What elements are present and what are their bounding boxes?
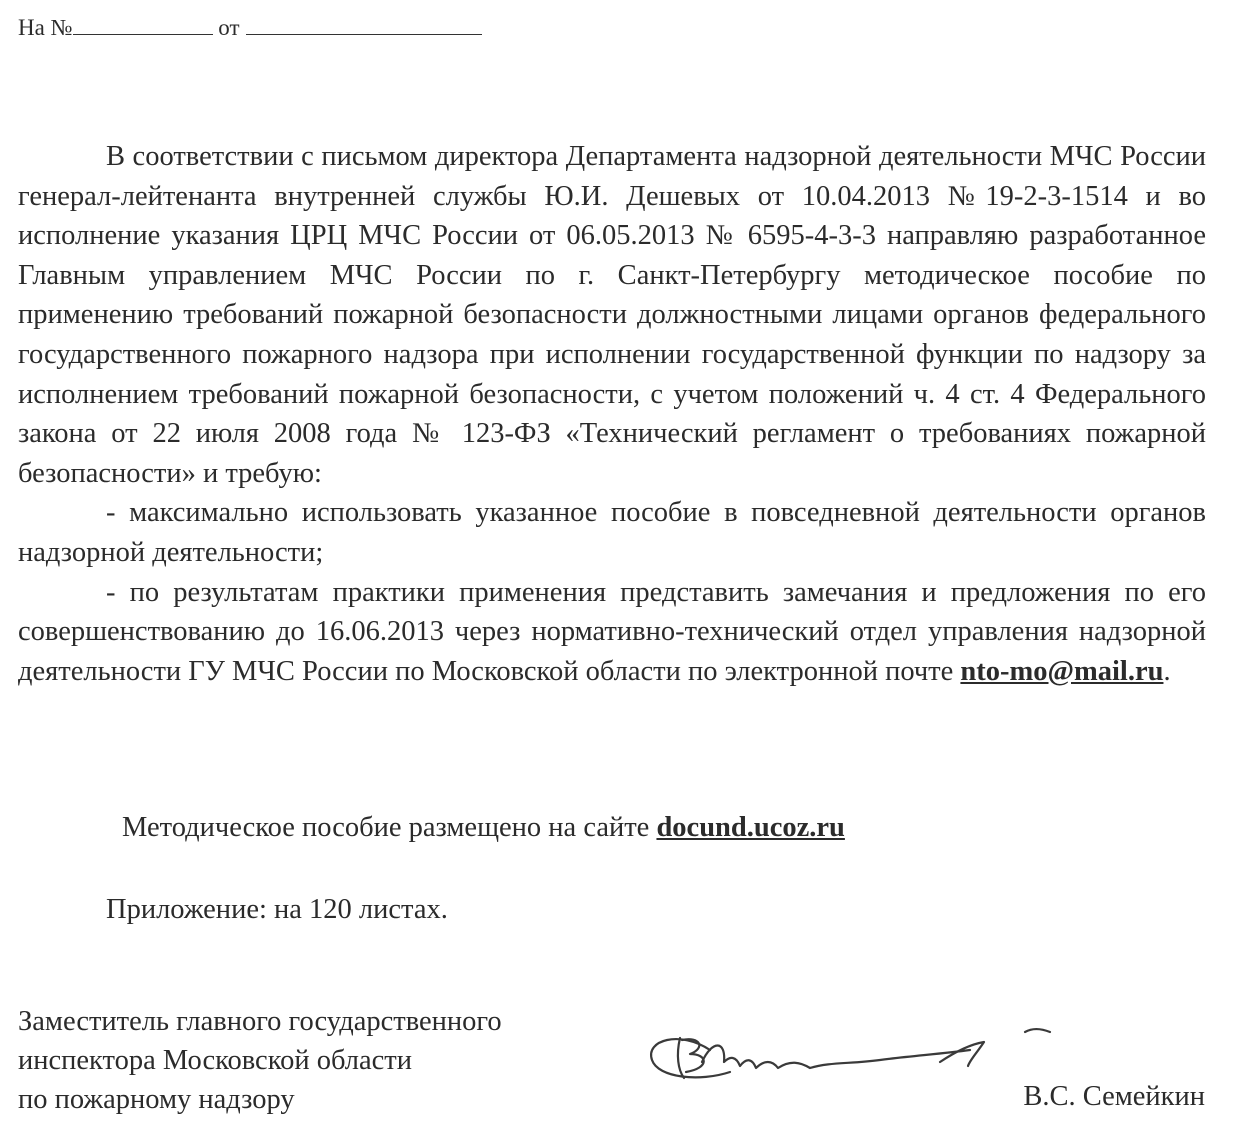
ref-date-blank — [246, 12, 482, 35]
reference-line — [18, 12, 482, 43]
signer-name: В.С. Семейкин — [1023, 1081, 1205, 1112]
ref-number-blank — [73, 12, 213, 35]
email-link[interactable]: nto-mo@mail.ru — [960, 655, 1164, 687]
site-text: Методическое пособие размещено на сайте — [122, 812, 657, 843]
letter-body — [18, 137, 1206, 691]
requirement-item-2 — [18, 573, 1206, 692]
ref-date-label: от — [218, 15, 240, 40]
requirement-item-2-end: . — [1163, 655, 1171, 687]
signer-title — [18, 1002, 502, 1119]
signer-title-line-1: Заместитель главного государственного — [18, 1006, 502, 1037]
ref-number-label: На № — [18, 15, 73, 40]
attachment-note: Приложение: на 120 листах. — [106, 894, 448, 925]
site-line — [122, 808, 845, 848]
signer-title-line-2: инспектора Московской области — [18, 1045, 413, 1076]
handwritten-signature — [640, 1010, 1060, 1090]
requirement-item-1: - максимально использовать указанное пособие в повседневной деятельности органов надзорной деятельности; — [18, 497, 1206, 568]
signer-title-line-3: по пожарному надзору — [18, 1084, 295, 1115]
requirement-item-2-text: - по результатам практики применения представить замечания и предложения по его совершенствованию до 16.06.2013 через нормативно-технический отдел управления надзорной деятельности ГУ МЧС России по Московской области по электронной почте — [18, 576, 1206, 687]
site-link[interactable]: docund.ucoz.ru — [656, 812, 845, 843]
main-paragraph: В соответствии с письмом директора Департамента надзорной деятельности МЧС России генерал-лейтенанта внутренней службы Ю.И. Дешевых от 10.04.2013 №19-2-3-1514 и во исполнение указания ЦРЦ МЧС России от 06.05.2013 № 6595-4-3-3 направляю разработанное Главным управлением МЧС России по г. Санкт-Петербургу методическое пособие по применению требований пожарной безопасности должностными лицами органов федерального государственного пожарного надзора при исполнении государственной функции по надзору за исполнением требований пожарной безопасности, с учетом положений ч. 4 ст. 4 Федерального закона от 22 июля 2008 года № 123-ФЗ «Технический регламент о требованиях пожарной безопасности» и требую: — [18, 141, 1206, 489]
